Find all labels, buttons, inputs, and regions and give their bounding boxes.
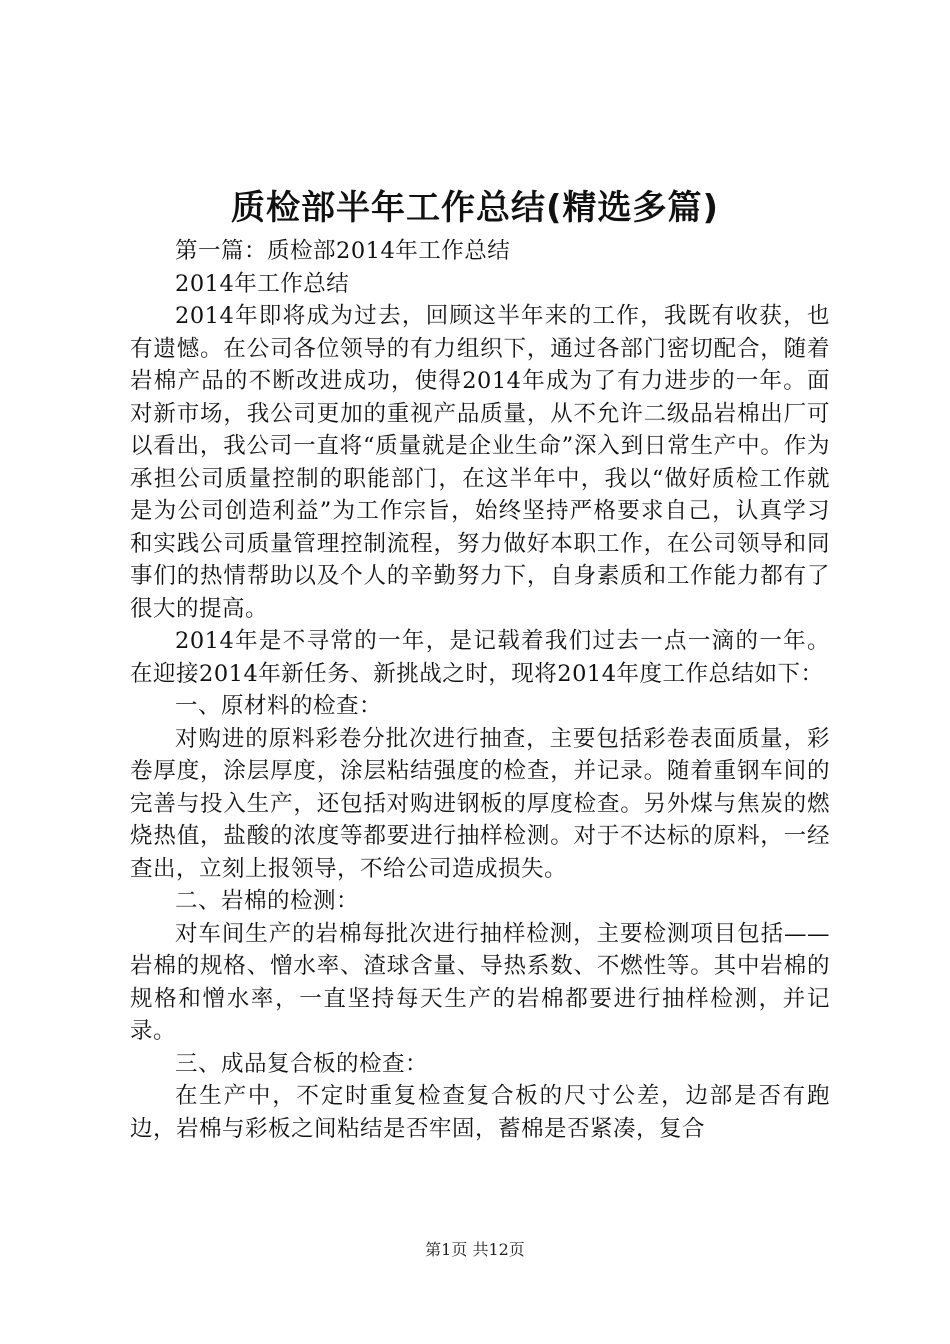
paragraph-intro: 2014年即将成为过去，回顾这半年来的工作，我既有收获，也有遗憾。在公司各位领导的有力组织下，通过各部门密切配合，随着岩棉产品的不断改进成功，使得2014年成为了有力进步的一年。面对新市场，我公司更加的重视产品质量，从不允许二级品岩棉出厂可以看出，我公司一直将“质量就是企业生命”深入到日常生产中。作为承担公司质量控制的职能部门，在这半年中，我以“做好质检工作就是为公司创造利益”为工作宗旨，始终坚持严格要求自己，认真学习和实践公司质量管理控制流程，努力做好本职工作，在公司领导和同事们的热情帮助以及个人的辛勤努力下，自身素质和工作能力都有了很大的提高。 xyxy=(130,303,830,622)
document-body xyxy=(130,235,830,1145)
section-heading-part-one: 第一篇：质检部2014年工作总结 xyxy=(175,238,511,264)
paragraph-raw-materials: 对购进的原料彩卷分批次进行抽查，主要包括彩卷表面质量，彩卷厚度，涂层厚度，涂层粘结强度的检查，并记录。随着重钢车间的完善与投入生产，还包括对购进钢板的厚度检查。另外煤与焦炭的燃烧热值，盐酸的浓度等都要进行抽样检测。对于不达标的原料，一经查出，立刻上报领导，不给公司造成损失。 xyxy=(130,725,830,882)
section-heading-raw-materials: 一、原材料的检查： xyxy=(175,693,383,719)
section-heading-rockwool: 二、岩棉的检测： xyxy=(175,888,360,914)
paragraph-rockwool: 对车间生产的岩棉每批次进行抽样检测，主要检测项目包括——岩棉的规格、憎水率、渣球含量、导热系数、不燃性等。其中岩棉的规格和憎水率，一直坚持每天生产的岩棉都要进行抽样检测，并记录。 xyxy=(130,920,830,1044)
paragraph-year-summary: 2014年是不寻常的一年，是记载着我们过去一点一滴的一年。在迎接2014年新任务、新挑战之时，现将2014年度工作总结如下： xyxy=(130,628,830,687)
page-number-footer: 第1页 共12页 xyxy=(425,1240,525,1259)
section-heading-composite-board: 三、成品复合板的检查： xyxy=(175,1050,429,1077)
document-title: 质检部半年工作总结(精选多篇) xyxy=(230,188,720,228)
subheading-work-summary: 2014年工作总结 xyxy=(175,270,350,297)
paragraph-composite-board: 在生产中，不定时重复检查复合板的尺寸公差，边部是否有跑边，岩棉与彩板之间粘结是否牢固，蓄棉是否紧凑，复合 xyxy=(130,1083,830,1142)
